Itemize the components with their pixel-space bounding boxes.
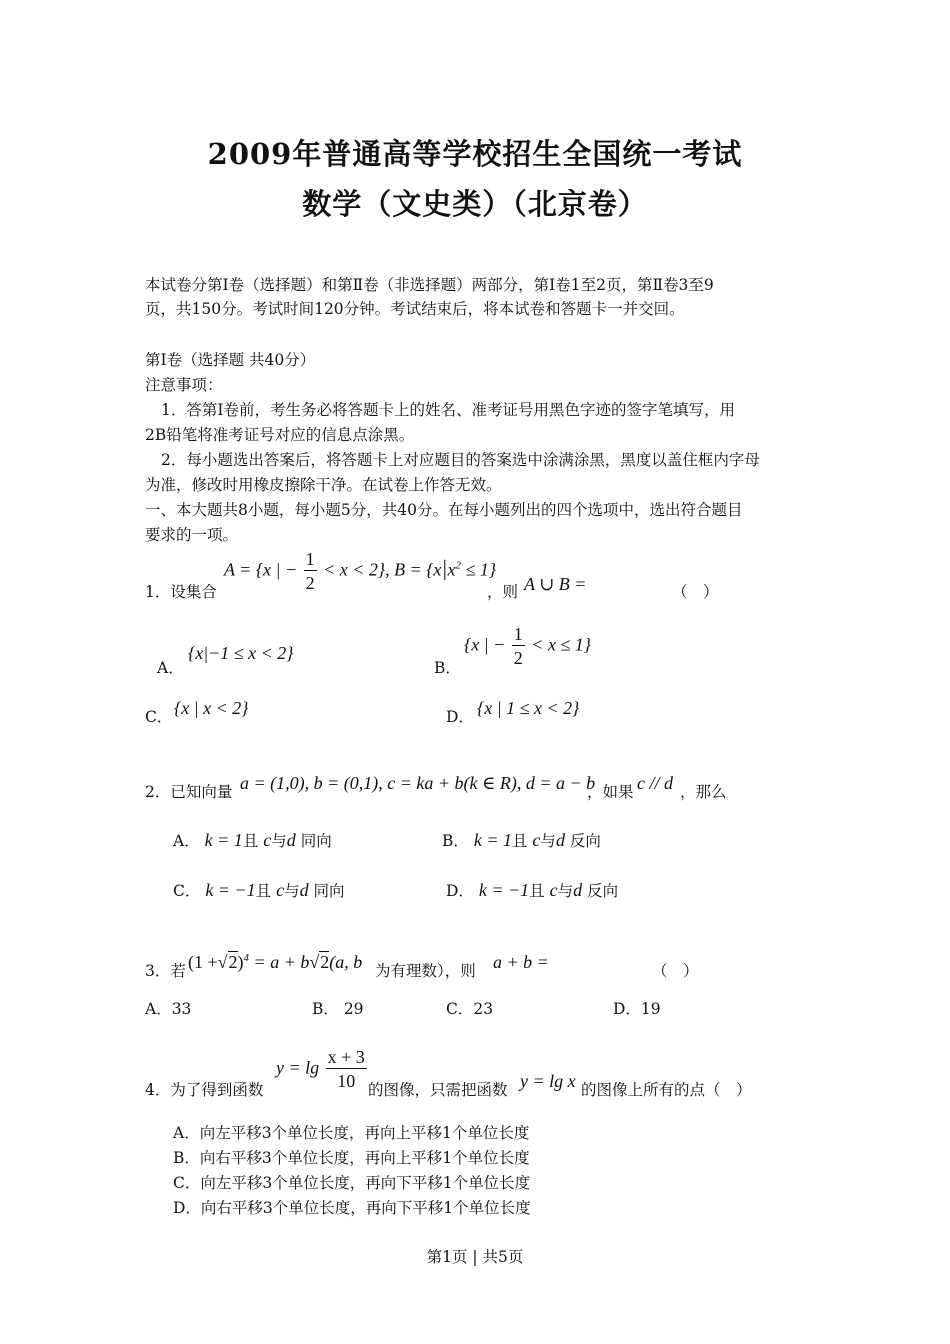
q1-option-b-fraction [512,623,525,670]
q2-option-c-label: C． [173,882,201,900]
q3-option-c: C．23 [446,1000,494,1018]
note-2-line-2: 为准，修改时用橡皮擦除干净。在试卷上作答无效。 [145,476,502,494]
q3-stem-prefix: 3．若 [145,962,186,980]
q2-option-b-label: B． [442,832,469,850]
q2-option-d-c: c [549,880,558,900]
q2-option-d [446,878,618,903]
q3-exponent: 4 [243,952,250,964]
q3-sqrt-sign-2: √ [309,952,320,972]
q3-expr-vars: (a, b [329,952,363,972]
q2-option-c-dir: 同向 [313,882,345,900]
q2-option-c-k: k = −1 [205,880,256,900]
q1-option-b-right: < x ≤ 1} [531,634,592,655]
exam-title: 2009年普通高等学校招生全国统一考试 [207,137,743,171]
q1-option-c-label: C． [145,708,173,726]
q2-option-c-with: 与 [284,882,300,900]
q3-option-a: A．33 [145,1000,192,1018]
q2-if-text: ，如果 [587,783,634,801]
q4-option-c: C．向左平移3个单位长度，再向下平移1个单位长度 [173,1174,531,1192]
q1-option-a-label: A． [157,659,184,677]
q1-option-b-left: {x | − [464,634,506,655]
q3-expr-right: = a + b [253,952,310,972]
exam-subtitle: 数学（文史类）（北京卷） [302,187,648,221]
q4-func-left: y = lg [276,1057,320,1078]
q2-option-b-and: 且 [511,832,528,850]
q3-option-b: B． 29 [312,1000,364,1018]
q3-expression [188,952,362,973]
q2-option-a-and: 且 [242,832,259,850]
q2-option-a [173,828,332,853]
q2-option-a-c: c [263,830,272,850]
q2-option-b-with: 与 [540,832,556,850]
q1-set-b-end: ≤ 1} [465,559,497,580]
q3-option-d: D．19 [613,1000,661,1018]
q2-option-a-label: A． [173,832,200,850]
q2-option-a-dir: 同向 [300,832,332,850]
q1-set-definition [224,548,496,595]
q1-fraction-numerator: 1 [305,549,315,569]
q1-set-a-left: A = {x | − [224,559,298,580]
q3-sqrt-arg-2: 2 [320,952,330,972]
q1-set-b-bar: | [441,555,448,581]
q4-option-b: B．向右平移3个单位长度，再向上平移1个单位长度 [173,1149,530,1167]
page-footer: 第1页 | 共5页 [426,1248,524,1266]
q2-parallel: c // d [637,773,673,793]
q4-fraction-denominator: 10 [337,1071,356,1091]
q3-expr-close: ) [237,952,244,972]
q2-stem-prefix: 2．已知向量 [145,783,233,801]
note-1-line-2: 2B铅笔将准考证号对应的信息点涂黑。 [145,426,415,444]
q1-option-c: {x | x < 2} [174,698,249,718]
q2-option-d-and: 且 [529,882,545,900]
q2-option-d-k: k = −1 [478,880,530,900]
q2-option-b-d: d [555,830,565,850]
q4-fraction-numerator: x + 3 [327,1047,365,1067]
q2-option-c [173,878,345,903]
q3-sqrt-sign: √ [217,952,228,972]
q1-set-b-expr: x [447,559,456,580]
q1-fraction [304,548,317,595]
q4-stem-prefix: 4．为了得到函数 [145,1081,264,1099]
q2-option-c-c: c [276,880,285,900]
q2-option-b-k: k = 1 [473,830,512,850]
q1-option-a: {x|−1 ≤ x < 2} [188,643,294,663]
intro-line-1: 本试卷分第Ⅰ卷（选择题）和第Ⅱ卷（非选择题）两部分，第Ⅰ卷1至2页，第Ⅱ卷3至9 [145,276,714,294]
note-2-line-1: 2．每小题选出答案后，将答题卡上对应题目的答案选中涂满涂黑，黑度以盖住框内字母 [161,451,760,469]
q1-set-b-exponent: 2 [455,559,461,572]
q1-option-b [464,623,591,670]
q1-union: A ∪ B = [524,574,587,594]
notes-label: 注意事项： [145,376,223,394]
section-heading: 第Ⅰ卷（选择题 共40分） [145,351,316,369]
q1-fraction-denominator: 2 [305,573,315,593]
q4-fraction [326,1046,367,1093]
q4-mid-text: 的图像，只需把函数 [368,1081,508,1099]
q3-sum: a + b = [493,952,549,972]
q2-option-d-dir: 反向 [587,882,619,900]
q2-option-b [442,828,601,853]
q2-then-text: ，那么 [680,783,727,801]
q4-option-d: D．向右平移3个单位长度，再向下平移1个单位长度 [173,1199,531,1217]
q1-stem-then: ，则 [487,583,519,601]
q3-expr-left: (1 + [188,952,218,972]
intro-line-2: 页，共150分。考试时间120分钟。考试结束后，将本试卷和答题卡一并交回。 [145,300,685,318]
q1-option-d: {x | 1 ≤ x < 2} [477,698,580,718]
note-1-line-1: 1．答第Ⅰ卷前，考生务必将答题卡上的姓名、准考证号用黑色字迹的签字笔填写，用 [161,401,735,419]
q2-option-a-d: d [286,830,296,850]
q2-option-d-with: 与 [557,882,574,900]
q1-option-b-denominator: 2 [513,648,523,668]
q4-function [276,1046,369,1093]
q1-option-b-numerator: 1 [513,624,523,644]
q3-sqrt-arg: 2 [228,952,238,972]
q2-option-b-c: c [532,830,541,850]
q2-option-c-and: 且 [255,882,272,900]
q1-set-a-right: < x < 2}, B = {x [323,559,442,580]
q2-option-a-with: 与 [271,832,287,850]
q2-option-d-label: D． [446,882,474,900]
q1-option-d-label: D． [446,708,474,726]
part-instruction-line-1: 一、本大题共8小题，每小题5分，共40分。在每小题列出的四个选项中，选出符合题目 [145,501,743,519]
q1-option-b-label: B． [434,659,461,677]
part-instruction-line-2: 要求的一项。 [145,526,239,544]
q2-option-a-k: k = 1 [204,830,243,850]
q2-option-c-d: d [299,880,309,900]
q1-stem-prefix: 1．设集合 [145,583,217,601]
q2-option-b-dir: 反向 [569,832,601,850]
q4-function-2: y = lg x [520,1071,576,1091]
q2-vectors: a = (1,0), b = (0,1), c = ka + b(k ∈ R), d = a − b [240,773,596,793]
q1-answer-paren: （ ） [672,583,719,601]
q4-end-text: 的图像上所有的点（ ） [581,1081,752,1099]
q2-option-d-d: d [573,880,583,900]
q3-answer-paren: （ ） [652,962,699,980]
q4-option-a: A．向左平移3个单位长度，再向上平移1个单位长度 [173,1124,530,1142]
q3-rational-text: 为有理数），则 [375,962,476,980]
